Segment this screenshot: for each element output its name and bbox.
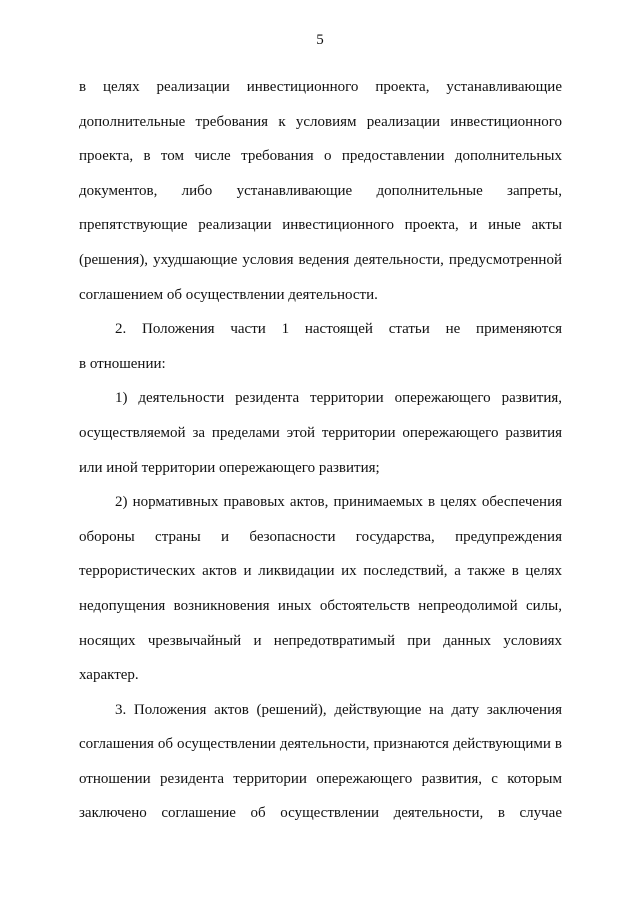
paragraph	[79, 70, 562, 312]
text-line: 3. Положения актов (решений), действующие на дату заключения	[115, 701, 562, 718]
text-line: отношении резидента территории опережающего развития, с которым	[79, 770, 562, 787]
text-line: в целях реализации инвестиционного проекта, устанавливающие	[79, 79, 562, 95]
text-line: документов, либо устанавливающие дополнительные запреты,	[79, 182, 562, 199]
text-line: или иной территории опережающего развития;	[79, 459, 380, 476]
text-line: (решения), ухудшающие условия ведения деятельности, предусмотренной	[79, 251, 562, 268]
text-line: соглашением об осуществлении деятельности.	[79, 286, 378, 303]
paragraph	[79, 693, 562, 831]
paragraph	[79, 485, 562, 693]
text-line: 1) деятельности резидента территории опережающего развития,	[115, 390, 562, 407]
paragraph	[79, 312, 562, 381]
text-line: характер.	[79, 667, 139, 684]
text-line: 2. Положения части 1 настоящей статьи не применяются	[115, 321, 562, 338]
page-number: 5	[316, 32, 324, 48]
text-line: недопущения возникновения иных обстоятельств непреодолимой силы,	[79, 597, 562, 614]
text-line: дополнительные требования к условиям реализации инвестиционного	[79, 113, 562, 130]
text-line: препятствующие реализации инвестиционного проекта, и иные акты	[79, 217, 562, 234]
paragraph	[79, 381, 562, 485]
text-line: 2) нормативных правовых актов, принимаемых в целях обеспечения	[115, 494, 562, 511]
text-line: носящих чрезвычайный и непредотвратимый при данных условиях	[79, 632, 562, 649]
text-line: в отношении:	[79, 355, 166, 372]
text-line: проекта, в том числе требования о предоставлении дополнительных	[79, 148, 562, 165]
text-line: соглашения об осуществлении деятельности, признаются действующими в	[79, 736, 562, 753]
document-body	[79, 70, 562, 831]
text-line: террористических актов и ликвидации их последствий, а также в целях	[79, 563, 562, 580]
text-line: осуществляемой за пределами этой территории опережающего развития	[79, 424, 562, 441]
text-line: заключено соглашение об осуществлении деятельности, в случае	[79, 805, 562, 822]
text-line: обороны страны и безопасности государства, предупреждения	[79, 528, 562, 545]
